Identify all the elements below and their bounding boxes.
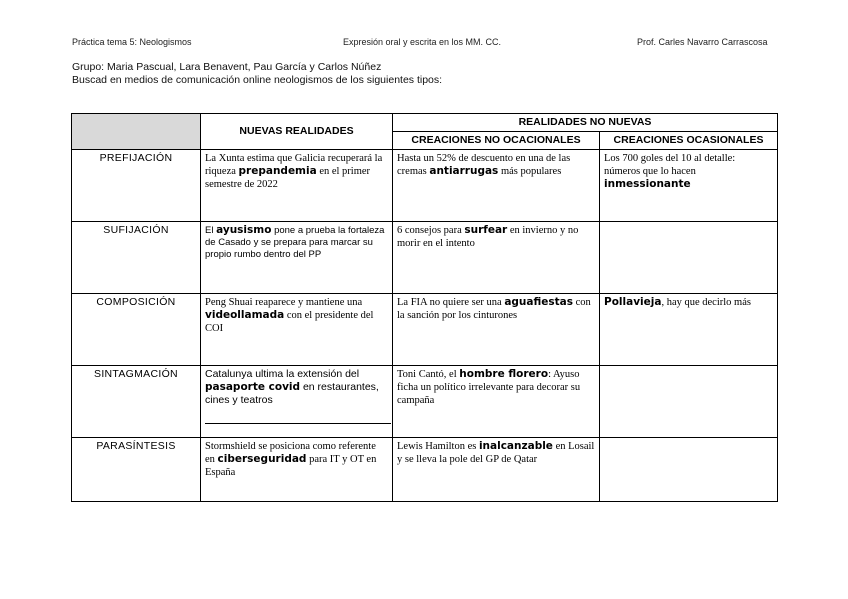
table-row bbox=[72, 150, 778, 222]
cell-prefijacion-ocasionales: Los 700 goles del 10 al detalle: números que lo hacen inmessionante bbox=[600, 150, 778, 222]
instruction-line: Buscad en medios de comunicación online neologismos de los siguientes tipos: bbox=[72, 74, 443, 86]
row-label-sintagmacion: SINTAGMACIÓN bbox=[72, 366, 201, 438]
table-row bbox=[72, 366, 778, 438]
header-row-top bbox=[72, 114, 778, 132]
header-left: Práctica tema 5: Neologismos bbox=[72, 37, 192, 47]
cell-prefijacion-nuevas: La Xunta estima que Galicia recuperará la riqueza prepandemia en el primer semestre de 2022 bbox=[201, 150, 393, 222]
cell-sintagmacion-no-ocasionales: Toni Cantó, el hombre florero: Ayuso ficha un político irrelevante para decorar su campaña bbox=[393, 366, 600, 438]
cell-sintagmacion-ocasionales bbox=[600, 366, 778, 438]
row-label-prefijacion: PREFIJACIÓN bbox=[72, 150, 201, 222]
decorative-rule bbox=[205, 423, 391, 424]
row-label-sufijacion: SUFIJACIÓN bbox=[72, 222, 201, 294]
cell-sufijacion-nuevas: El ayusismo pone a prueba la fortaleza de Casado y se prepara para marcar su propio rumbo dentro del PP bbox=[201, 222, 393, 294]
cell-sufijacion-no-ocasionales: 6 consejos para surfear en invierno y no morir en el intento bbox=[393, 222, 600, 294]
cell-parasintesis-no-ocasionales: Lewis Hamilton es inalcanzable en Losail y se lleva la pole del GP de Qatar bbox=[393, 438, 600, 502]
cell-sintagmacion-nuevas: Catalunya ultima la extensión del pasaporte covid en restaurantes, cines y teatros bbox=[201, 366, 393, 438]
cell-sufijacion-ocasionales bbox=[600, 222, 778, 294]
corner-cell bbox=[72, 114, 201, 150]
cell-prefijacion-no-ocasionales: Hasta un 52% de descuento en una de las cremas antiarrugas más populares bbox=[393, 150, 600, 222]
header-right: Prof. Carles Navarro Carrascosa bbox=[637, 37, 768, 47]
header-no-ocasionales: CREACIONES NO OCACIONALES bbox=[393, 132, 600, 150]
header-nuevas: NUEVAS REALIDADES bbox=[201, 114, 393, 150]
cell-composicion-no-ocasionales: La FIA no quiere ser una aguafiestas con la sanción por los cinturones bbox=[393, 294, 600, 366]
table-row bbox=[72, 222, 778, 294]
group-line: Grupo: Maria Pascual, Lara Benavent, Pau García y Carlos Núñez bbox=[72, 61, 382, 73]
row-label-composicion: COMPOSICIÓN bbox=[72, 294, 201, 366]
cell-parasintesis-nuevas: Stormshield se posiciona como referente en ciberseguridad para IT y OT en España bbox=[201, 438, 393, 502]
table-row bbox=[72, 438, 778, 502]
neologisms-table bbox=[71, 113, 778, 502]
table-row bbox=[72, 294, 778, 366]
header-ocasionales: CREACIONES OCASIONALES bbox=[600, 132, 778, 150]
cell-parasintesis-ocasionales bbox=[600, 438, 778, 502]
cell-composicion-ocasionales: Pollavieja, hay que decirlo más bbox=[600, 294, 778, 366]
cell-composicion-nuevas: Peng Shuai reaparece y mantiene una videollamada con el presidente del COI bbox=[201, 294, 393, 366]
header-center: Expresión oral y escrita en los MM. CC. bbox=[343, 37, 502, 47]
header-no-nuevas: REALIDADES NO NUEVAS bbox=[393, 114, 778, 132]
row-label-parasintesis: PARASÍNTESIS bbox=[72, 438, 201, 502]
